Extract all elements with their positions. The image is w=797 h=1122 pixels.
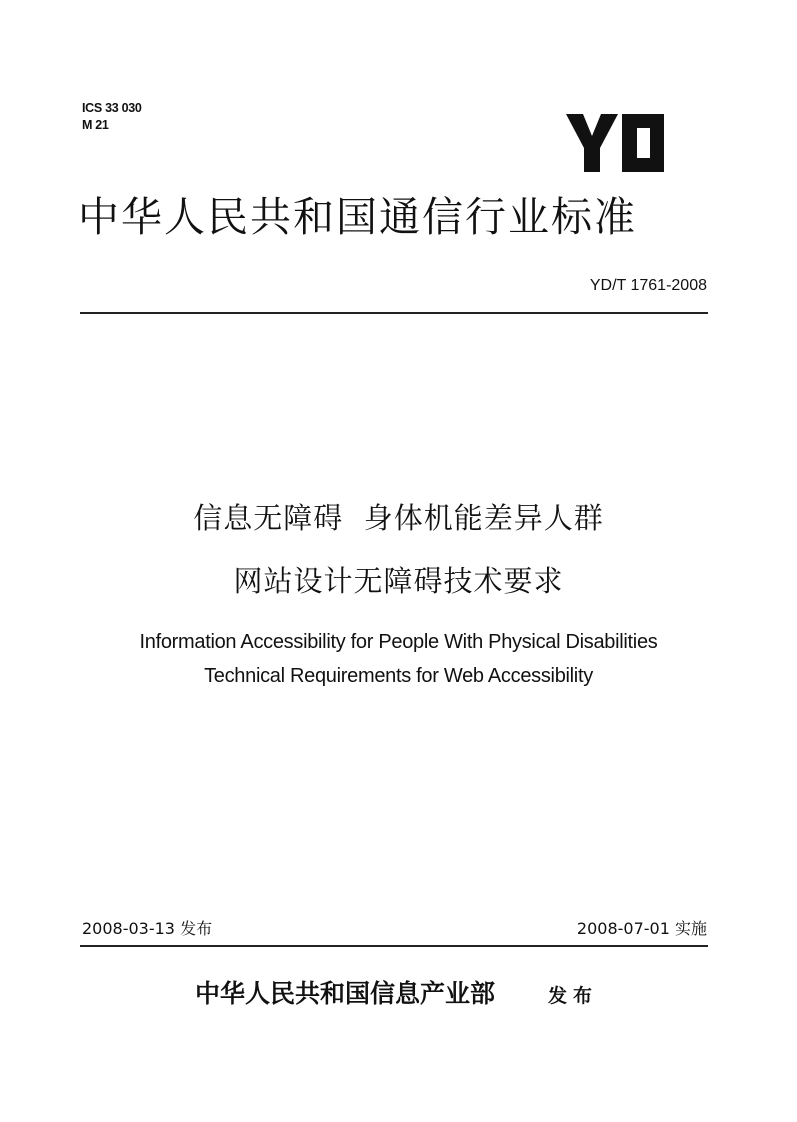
- classification-codes: [82, 100, 142, 134]
- chinese-title-line-2: 网站设计无障碍技术要求: [233, 564, 564, 598]
- implementation-date: 2008-07-01 实施: [576, 919, 707, 938]
- ics-code: ICS 33 030: [82, 101, 142, 115]
- english-title-line-1: Information Accessibility for People With Physical Disabilities: [139, 631, 658, 653]
- ccs-code: M 21: [82, 118, 109, 132]
- english-title-line-2: Technical Requirements for Web Accessibility: [204, 665, 593, 687]
- publish-label: 发布: [548, 985, 599, 1007]
- industry-standard-title: 中华人民共和国通信行业标准: [78, 193, 637, 241]
- chinese-title-line-1: 信息无障碍 身体机能差异人群: [193, 501, 604, 535]
- logo-letter-d: [622, 114, 664, 172]
- publisher-name: 中华人民共和国信息产业部: [195, 979, 496, 1008]
- footer-divider: [80, 945, 708, 947]
- yd-logo: [566, 112, 666, 174]
- header-divider: [80, 312, 708, 314]
- issue-date: 2008-03-13 发布: [82, 919, 213, 938]
- standard-number: YD/T 1761-2008: [589, 277, 707, 294]
- logo-letter-y: [566, 114, 618, 172]
